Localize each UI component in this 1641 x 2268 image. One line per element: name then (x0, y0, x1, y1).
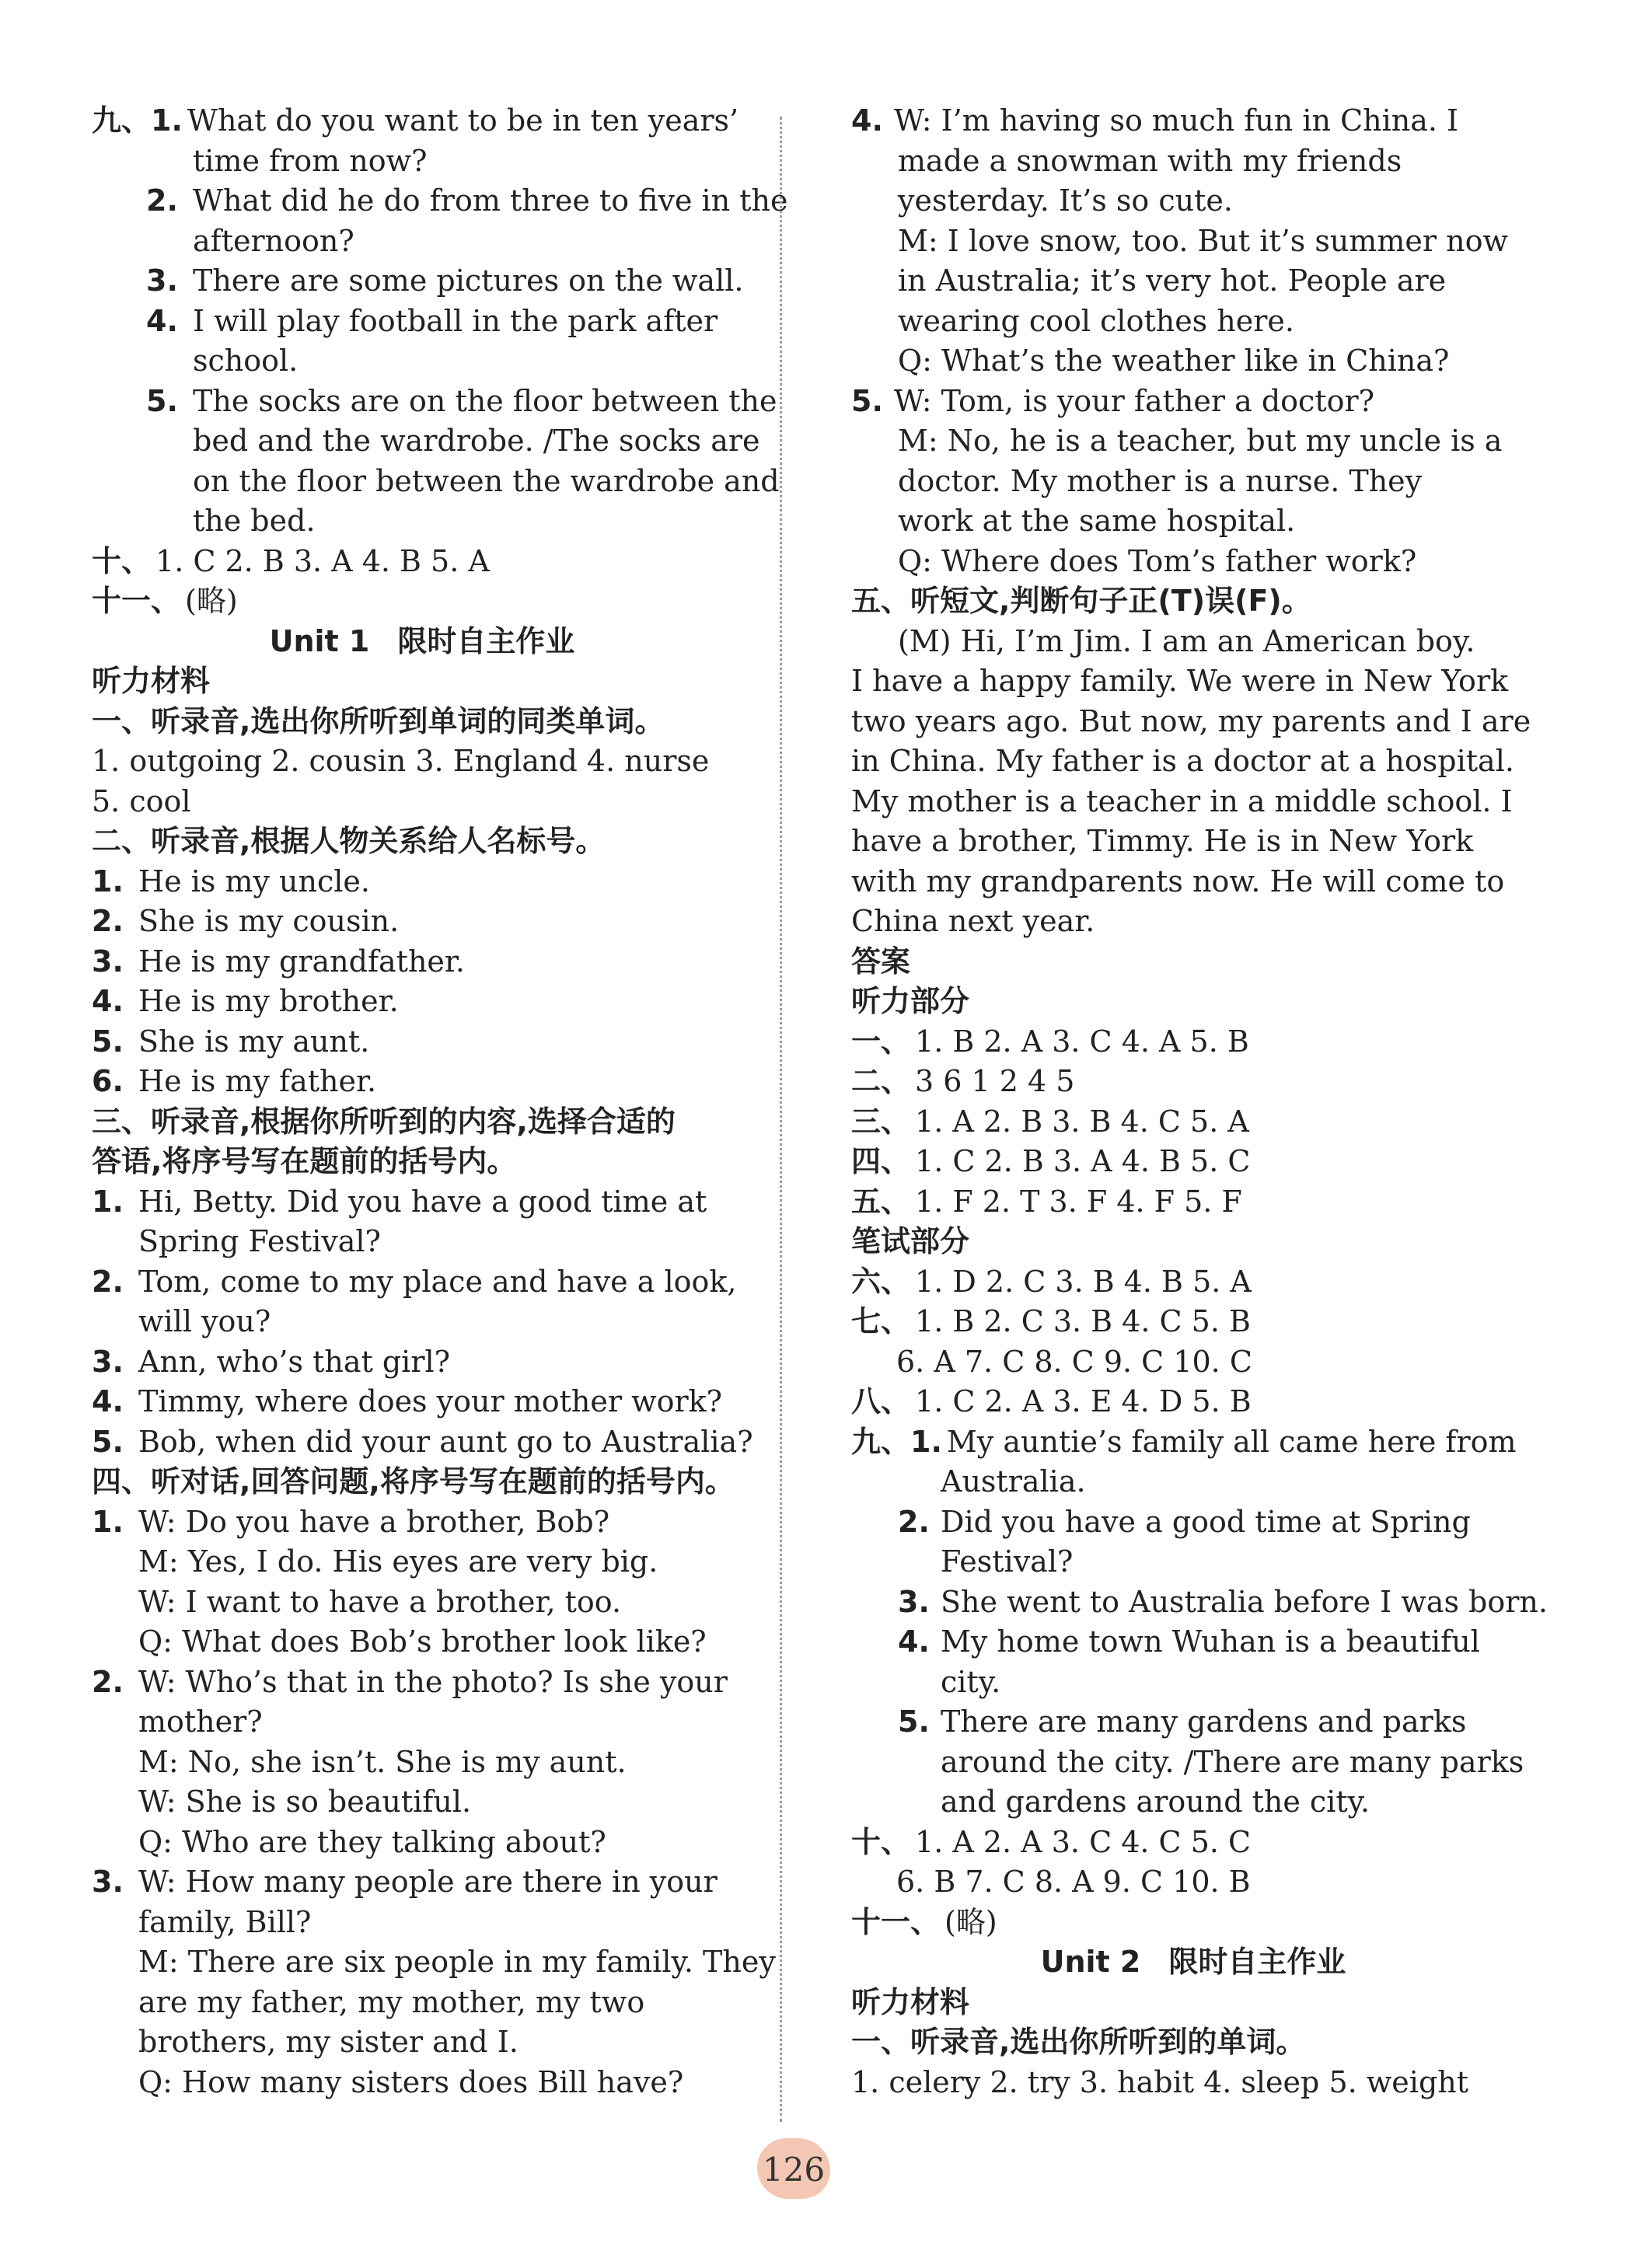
right_column-line (898, 1504, 1471, 1539)
section-heading: 答语,将序号写在题前的括号内。 (92, 1144, 517, 1178)
item-label: 六、 (851, 1264, 911, 1299)
right_column-line (898, 506, 1295, 536)
item-text: M: No, she isn’t. She is my aunt. (138, 1744, 627, 1779)
item-text: bed and the wardrobe. /The socks are (193, 424, 760, 458)
right_column-line (898, 623, 1475, 658)
item-text: 1. B 2. C 3. B 4. C 5. B (915, 1304, 1251, 1338)
item-label: 1. (92, 864, 124, 898)
left_column-line (92, 986, 399, 1016)
item-text: W: Do you have a brother, Bob? (138, 1504, 610, 1539)
item-text: wearing cool clothes here. (898, 303, 1294, 338)
item-text: He is my father. (138, 1064, 377, 1098)
item-label: 2. (92, 1664, 124, 1699)
right_column-line (851, 1304, 1251, 1338)
right_column-line (851, 2027, 1305, 2057)
left_column-line (92, 944, 465, 979)
item-text: (略) (185, 584, 238, 618)
item-label: 三、 (851, 1104, 911, 1139)
left_column-line (92, 623, 752, 658)
left_column-line (193, 463, 780, 498)
item-label: 4. (146, 303, 178, 338)
item-text: are my father, my mother, my two (138, 1984, 645, 2019)
left_column-line (138, 1904, 312, 1939)
item-label: 4. (898, 1624, 930, 1659)
right_column-line (898, 303, 1294, 338)
item-label: 3. (92, 1865, 124, 1899)
right_column-line (851, 1226, 969, 1256)
item-text: brothers, my sister and I. (138, 2025, 518, 2059)
item-label: 4. (851, 103, 883, 138)
left_column-line (92, 586, 238, 616)
right_column-line (851, 1984, 970, 2019)
item-label: 5. (92, 1024, 124, 1059)
item-text: doctor. My mother is a nurse. They (898, 463, 1423, 498)
right_column-line (851, 586, 1311, 616)
item-text: W: Tom, is your father a doctor? (894, 383, 1375, 418)
left_column-line (146, 183, 788, 218)
right_column-line (851, 944, 911, 979)
right_column-line (898, 223, 1508, 258)
unit-heading-number: Unit 1 (269, 623, 370, 658)
item-text: two years ago. But now, my parents and I are (851, 703, 1531, 738)
item-text: in Australia; it’s very hot. People are (898, 263, 1447, 298)
left_column-line (92, 1344, 451, 1379)
item-text: mother? (138, 1704, 263, 1739)
item-text: Festival? (941, 1544, 1074, 1579)
item-text: W: Who’s that in the photo? Is she your (138, 1664, 728, 1699)
left_column-line (138, 2064, 684, 2099)
section-heading: 听力材料 (851, 1984, 970, 2019)
page-number (751, 2134, 836, 2203)
left_column-line (92, 826, 605, 856)
right_column-line (851, 826, 1473, 856)
left_column-line (92, 1384, 723, 1418)
right_column-line (898, 143, 1402, 178)
right_column-line (851, 986, 969, 1016)
item-text: M: No, he is a teacher, but my uncle is a (898, 424, 1503, 458)
item-text: 1. A 2. A 3. C 4. C 5. C (915, 1824, 1252, 1859)
item-text: Tom, come to my place and have a look, (138, 1264, 737, 1299)
left_column-line (92, 666, 210, 696)
left_column-line (146, 263, 744, 298)
left_column-line (138, 1544, 658, 1579)
item-text: have a brother, Timmy. He is in New York (851, 824, 1474, 858)
right_column-line (851, 1264, 1252, 1299)
item-text: He is my uncle. (138, 864, 370, 898)
item-text: W: She is so beautiful. (138, 1785, 472, 1819)
item-text: My auntie’s family all came here from (946, 1424, 1517, 1459)
left_column-line (146, 383, 777, 418)
left_column-line (92, 1424, 753, 1459)
item-text: China next year. (851, 904, 1095, 938)
item-text: 3 6 1 2 4 5 (915, 1064, 1075, 1098)
left_column-line (138, 1304, 271, 1338)
item-label: 5. (898, 1704, 930, 1739)
item-label: 2. (92, 904, 124, 938)
item-label: 十一、 (92, 584, 181, 618)
item-text: 1. D 2. C 3. B 4. B 5. A (915, 1264, 1252, 1299)
item-label: 6. (92, 1064, 124, 1098)
section-heading: 二、听录音,根据人物关系给人名标号。 (92, 824, 606, 858)
item-text: 1. celery 2. try 3. habit 4. sleep 5. weight (851, 2064, 1469, 2099)
item-label: 2. (146, 183, 178, 218)
item-label: 七、 (851, 1304, 911, 1338)
unit-heading-title: 限时自主作业 (1168, 1945, 1346, 1979)
item-label: 2. (898, 1504, 930, 1539)
left_column-line (193, 424, 760, 458)
item-text: There are some pictures on the wall. (193, 263, 744, 298)
left_column-line (92, 1264, 737, 1299)
item-text: work at the same hospital. (898, 504, 1296, 538)
item-text: My mother is a teacher in a middle school. I (851, 783, 1513, 818)
right_column-line (851, 1066, 1074, 1096)
item-label: 四、 (851, 1144, 911, 1178)
item-label: 八、 (851, 1384, 911, 1418)
item-label: 九、1. (851, 1424, 942, 1459)
item-label: 九、1. (92, 103, 183, 138)
item-text: (M) Hi, I’m Jim. I am an American boy. (898, 623, 1475, 658)
left_column-line (138, 1947, 776, 1977)
right_column-line (851, 383, 1375, 418)
item-text: 6. B 7. C 8. A 9. C 10. B (896, 1865, 1251, 1899)
item-text: He is my brother. (138, 984, 399, 1018)
item-text: yesterday. It’s so cute. (898, 183, 1233, 218)
section-heading: 听力部分 (851, 984, 970, 1018)
item-text: M: Yes, I do. His eyes are very big. (138, 1544, 658, 1579)
left_column-line (92, 906, 399, 936)
right_column-line (941, 1664, 1001, 1699)
item-label: 3. (146, 263, 178, 298)
item-text: She is my aunt. (138, 1024, 370, 1059)
item-text: Q: What does Bob’s brother look like? (138, 1624, 707, 1659)
left_column-line (193, 223, 354, 258)
item-label: 3. (92, 944, 124, 979)
section-heading: 一、听录音,选出你所听到单词的同类单词。 (92, 703, 665, 738)
item-text: Australia. (941, 1464, 1086, 1499)
page-number-text: 126 (762, 2151, 826, 2189)
right_column-line (851, 1947, 1535, 1977)
item-text: Q: Where does Tom’s father work? (898, 543, 1417, 578)
item-text: Spring Festival? (138, 1224, 381, 1258)
item-text: 1. A 2. B 3. B 4. C 5. A (915, 1104, 1249, 1139)
left_column-line (92, 1464, 735, 1499)
section-heading: 听力材料 (92, 664, 211, 698)
right_column-line (851, 906, 1095, 936)
item-label: 1. (92, 1504, 124, 1539)
unit-heading-number: Unit 2 (1040, 1945, 1141, 1979)
section-heading: 一、听录音,选出你所听到的单词。 (851, 2025, 1306, 2059)
item-text: on the floor between the wardrobe and (193, 463, 780, 498)
left_column-line (92, 1664, 728, 1699)
right_column-line (851, 1184, 1242, 1219)
left_column-line (92, 103, 739, 138)
item-text: Bob, when did your aunt go to Australia? (138, 1424, 753, 1459)
left_column-line (92, 1865, 718, 1899)
item-text: 6. A 7. C 8. C 9. C 10. C (896, 1344, 1252, 1379)
right_column-line (898, 543, 1417, 578)
item-text: 1. F 2. T 3. F 4. F 5. F (915, 1184, 1242, 1219)
right_column-line (896, 1344, 1252, 1379)
left_column-line (138, 1704, 263, 1739)
item-label: 4. (92, 984, 124, 1018)
column-divider (780, 117, 782, 2122)
right_column-line (898, 1704, 1467, 1739)
section-heading: 笔试部分 (851, 1224, 970, 1258)
left_column-line (92, 1146, 516, 1176)
item-label: 十、 (92, 543, 152, 578)
item-text: There are many gardens and parks (941, 1704, 1467, 1739)
item-text: 1. C 2. B 3. A 4. B 5. A (155, 543, 490, 578)
left_column-line (193, 143, 428, 178)
right_column-line (941, 1544, 1074, 1579)
item-text: W: I’m having so much fun in China. I (894, 103, 1459, 138)
section-heading: 五、听短文,判断句子正(T)误(F)。 (851, 584, 1311, 618)
right_column-line (851, 1024, 1249, 1059)
left_column-line (138, 2027, 518, 2057)
left_column-line (138, 1744, 627, 1779)
left_column-line (92, 783, 191, 818)
right_column-line (851, 2064, 1469, 2099)
right_column-line (898, 463, 1423, 498)
right_column-line (898, 344, 1450, 378)
item-text: Q: What’s the weather like in China? (898, 344, 1450, 378)
item-label: 4. (92, 1384, 124, 1418)
item-text: Q: How many sisters does Bill have? (138, 2064, 684, 2099)
item-text: 1. C 2. B 3. A 4. B 5. C (915, 1144, 1251, 1178)
item-text: time from now? (193, 143, 428, 178)
item-text: The socks are on the floor between the (193, 383, 777, 418)
right_column-line (851, 1384, 1252, 1418)
left_column-line (92, 746, 709, 776)
left_column-line (138, 1624, 707, 1659)
right_column-line (898, 424, 1503, 458)
item-text: I have a happy family. We were in New York (851, 664, 1509, 698)
right_column-line (851, 864, 1505, 898)
right_column-line (851, 666, 1508, 696)
item-text: Ann, who’s that girl? (138, 1344, 451, 1379)
left_column-line (92, 1104, 676, 1139)
item-text: Did you have a good time at Spring (941, 1504, 1471, 1539)
left_column-line (92, 543, 490, 578)
section-heading: 答案 (851, 944, 911, 979)
item-label: 3. (92, 1344, 124, 1379)
right_column-line (851, 1424, 1517, 1459)
item-label: 一、 (851, 1024, 911, 1059)
left_column-line (138, 1984, 645, 2019)
item-label: 十、 (851, 1824, 911, 1859)
right_column-line (851, 703, 1531, 738)
item-label: 十一、 (851, 1904, 941, 1939)
item-text: with my grandparents now. He will come to (851, 864, 1505, 898)
item-text: the bed. (193, 504, 316, 538)
item-text: and gardens around the city. (941, 1785, 1370, 1819)
item-text: afternoon? (193, 223, 354, 258)
item-text: M: There are six people in my family. They (138, 1945, 776, 1979)
left_column-line (92, 1024, 370, 1059)
item-text: (略) (944, 1904, 997, 1939)
item-text: She went to Australia before I was born. (941, 1584, 1548, 1619)
right_column-line (898, 263, 1447, 298)
right_column-line (851, 746, 1514, 776)
left_column-line (92, 1504, 610, 1539)
item-text: What did he do from three to five in the (193, 183, 788, 218)
item-text: W: I want to have a brother, too. (138, 1584, 622, 1619)
item-text: will you? (138, 1304, 271, 1338)
right_column-line (941, 1464, 1086, 1499)
right_column-line (898, 1624, 1480, 1659)
section-heading: 四、听对话,回答问题,将序号写在题前的括号内。 (92, 1464, 735, 1499)
item-label: 3. (898, 1584, 930, 1619)
item-text: My home town Wuhan is a beautiful (941, 1624, 1480, 1659)
right_column-line (898, 1584, 1548, 1619)
item-label: 5. (851, 383, 883, 418)
left_column-line (138, 1584, 622, 1619)
item-text: I will play football in the park after (193, 303, 718, 338)
left_column-line (193, 344, 299, 378)
item-label: 5. (92, 1424, 124, 1459)
right_column-line (851, 1904, 997, 1939)
right_column-line (851, 783, 1513, 818)
item-text: in China. My father is a doctor at a hospital. (851, 744, 1514, 778)
right_column-line (941, 1744, 1524, 1779)
item-text: Q: Who are they talking about? (138, 1824, 606, 1859)
left_column-line (138, 1785, 472, 1819)
unit-heading-title: 限时自主作业 (397, 623, 575, 658)
item-text: city. (941, 1664, 1001, 1699)
left_column-line (193, 506, 316, 536)
left_column-line (138, 1226, 381, 1256)
item-text: M: I love snow, too. But it’s summer now (898, 223, 1508, 258)
item-text: She is my cousin. (138, 904, 400, 938)
item-text: What do you want to be in ten years’ (187, 103, 739, 138)
left_column-line (92, 864, 370, 898)
item-label: 五、 (851, 1184, 911, 1219)
item-label: 2. (92, 1264, 124, 1299)
item-text: made a snowman with my friends (898, 143, 1402, 178)
item-text: Hi, Betty. Did you have a good time at (138, 1184, 707, 1219)
right_column-line (851, 1146, 1250, 1176)
right_column-line (851, 103, 1459, 138)
left_column-line (138, 1824, 606, 1859)
right_column-line (851, 1104, 1249, 1139)
item-label: 二、 (851, 1064, 911, 1098)
left_column-line (92, 1066, 376, 1096)
right_column-line (896, 1865, 1251, 1899)
left_column-line (92, 703, 665, 738)
item-text: 1. outgoing 2. cousin 3. England 4. nurse (92, 744, 710, 778)
item-text: 1. B 2. A 3. C 4. A 5. B (915, 1024, 1249, 1059)
item-text: around the city. /There are many parks (941, 1744, 1524, 1779)
right_column-line (851, 1824, 1252, 1859)
item-text: Timmy, where does your mother work? (138, 1384, 723, 1418)
item-text: He is my grandfather. (138, 944, 465, 979)
item-text: 1. C 2. A 3. E 4. D 5. B (915, 1384, 1252, 1418)
section-heading: 三、听录音,根据你所听到的内容,选择合适的 (92, 1104, 676, 1139)
left_column-line (92, 1184, 707, 1219)
item-label: 5. (146, 383, 178, 418)
right_column-line (941, 1785, 1370, 1819)
item-text: school. (193, 344, 299, 378)
left_column-line (146, 303, 718, 338)
item-label: 1. (92, 1184, 124, 1219)
right_column-line (898, 183, 1233, 218)
item-text: W: How many people are there in your (138, 1865, 718, 1899)
item-text: 5. cool (92, 783, 191, 818)
item-text: family, Bill? (138, 1904, 312, 1939)
